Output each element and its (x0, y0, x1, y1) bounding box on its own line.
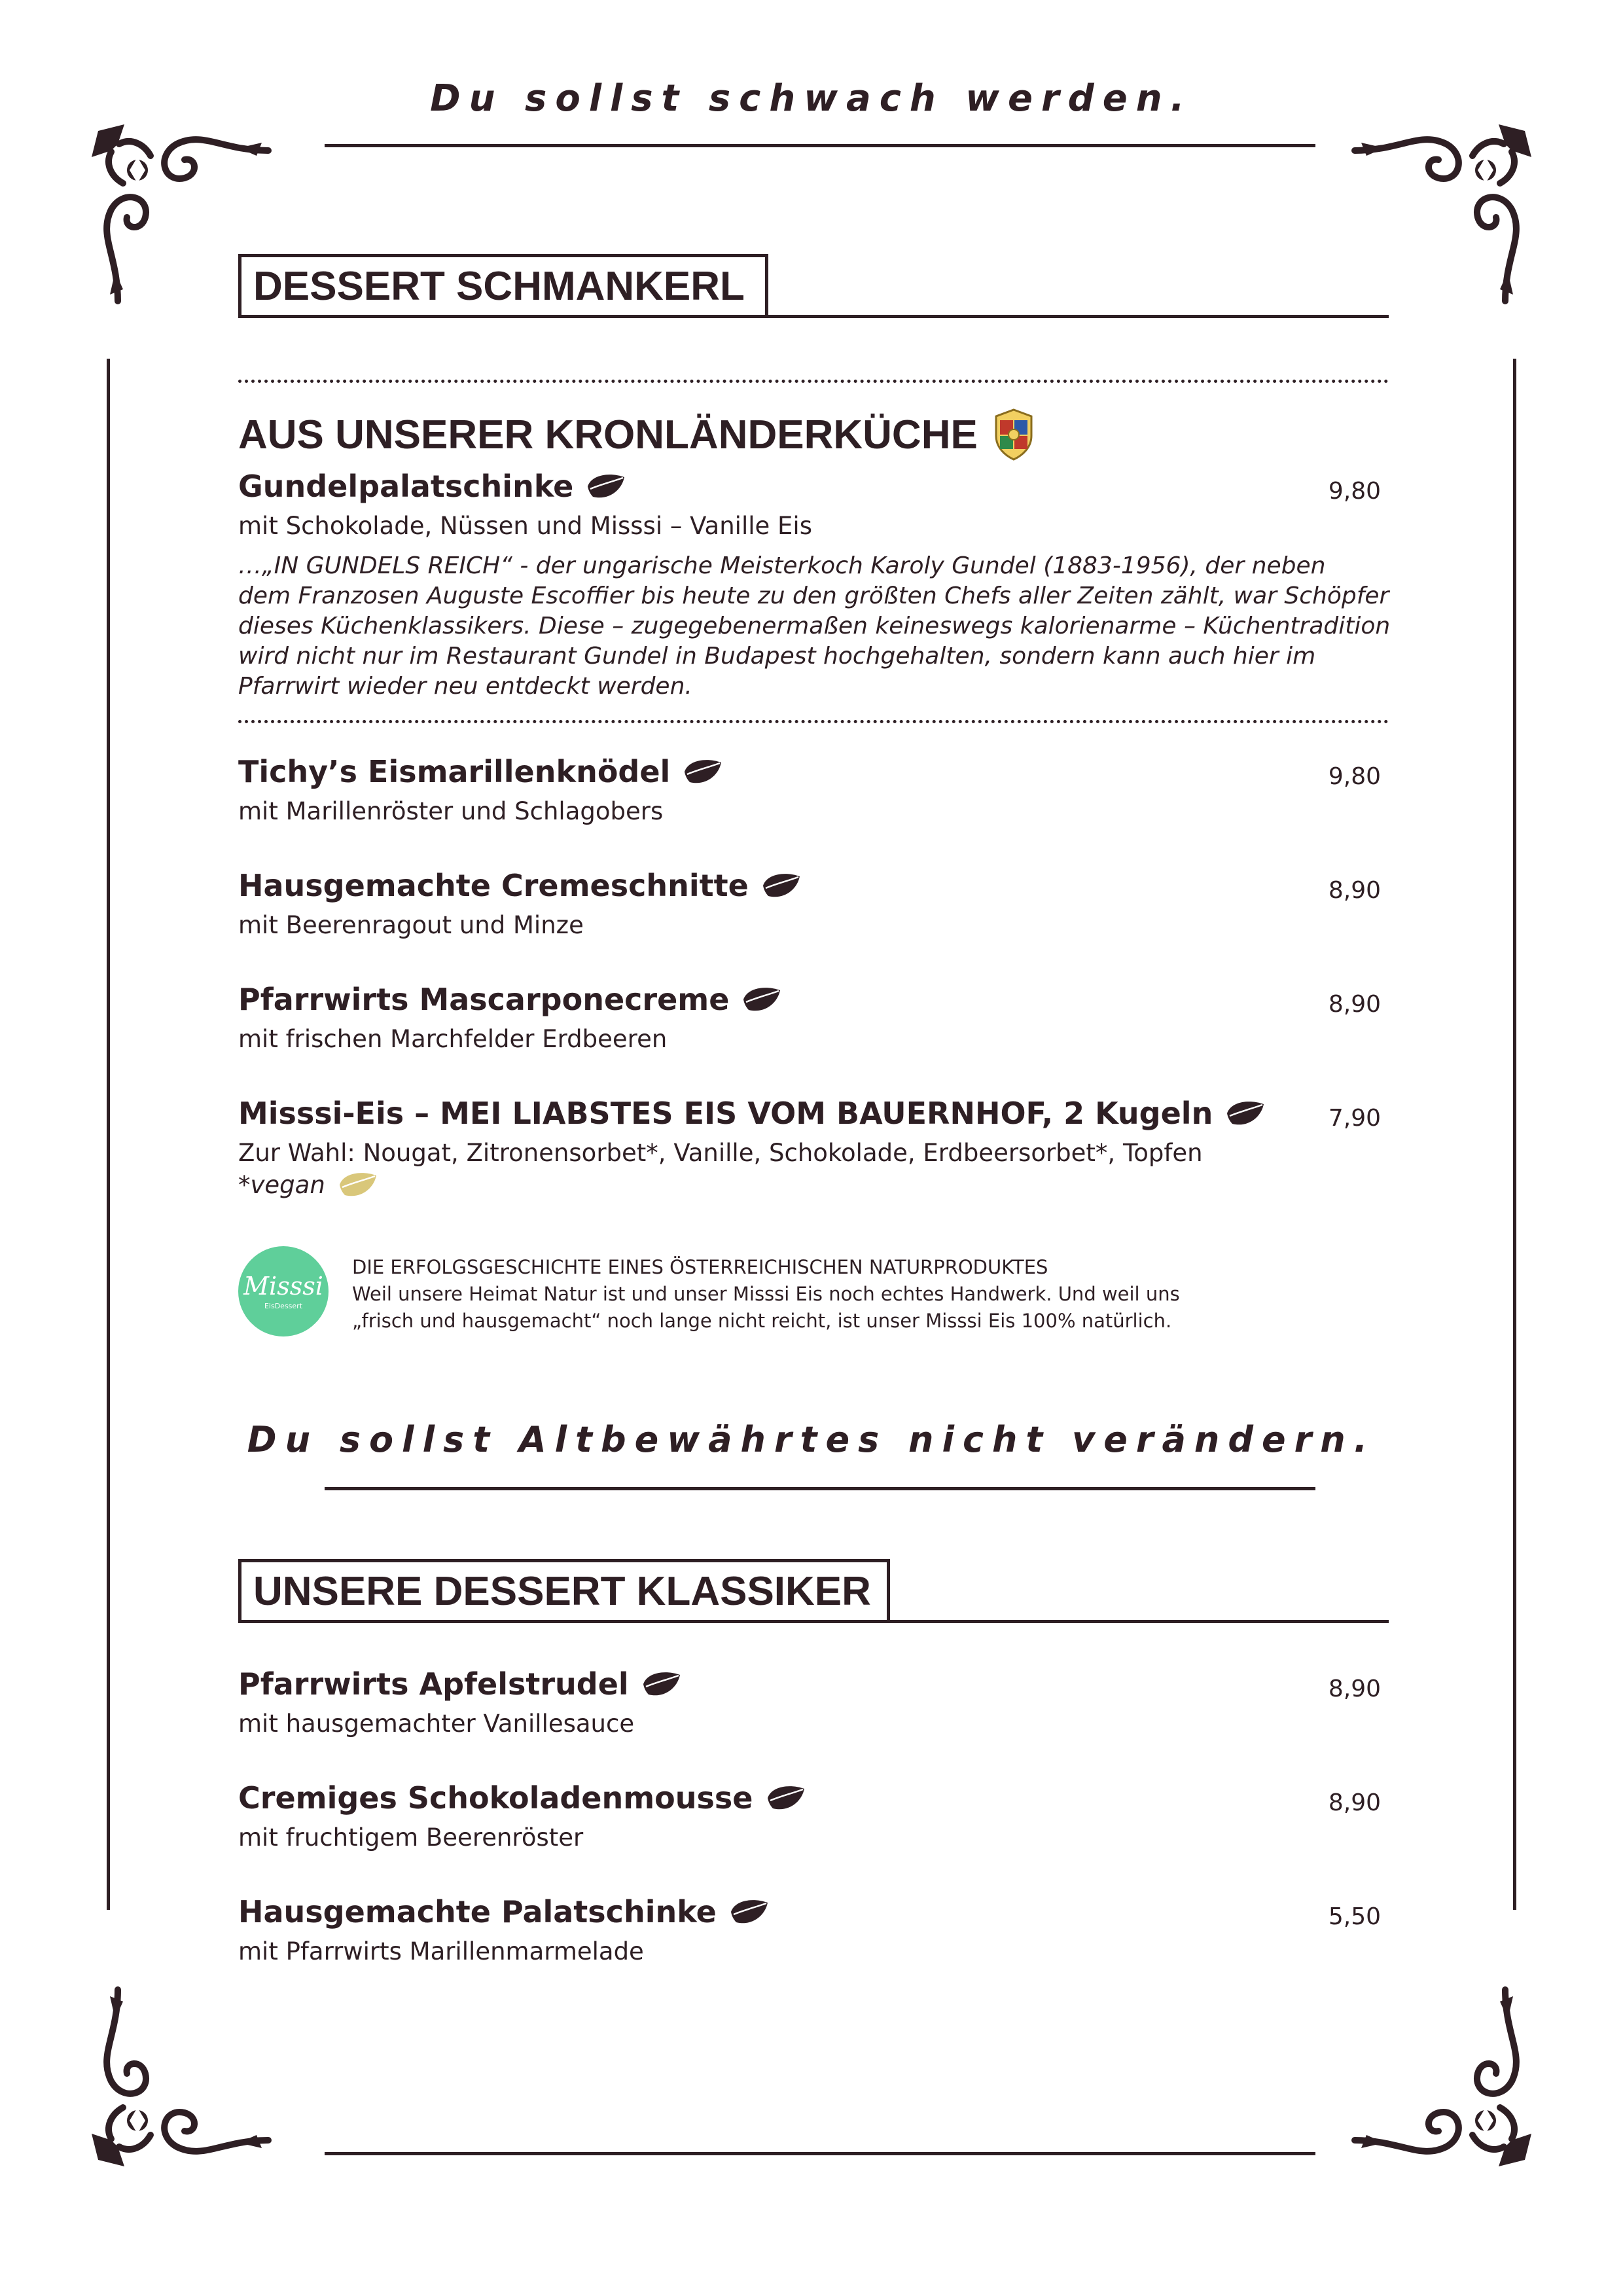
menu-item-name: Gundelpalatschinke (238, 469, 574, 504)
misssi-info-text (352, 1254, 1268, 1335)
misssi-logo-sub: EisDessert (264, 1301, 303, 1310)
header-motto: Du sollst schwach werden. (430, 77, 1193, 120)
menu-item-name: Pfarrwirts Apfelstrudel (238, 1666, 629, 1702)
leaf-icon (641, 1668, 683, 1700)
misssi-logo-brand: Misssi (243, 1271, 323, 1300)
menu-item-title (238, 868, 802, 903)
frame-left-line (107, 359, 110, 1910)
section-title-text: DESSERT SCHMANKERL (253, 263, 745, 309)
menu-item-title (238, 982, 783, 1017)
menu-item-description: mit Pfarrwirts Marillenmarmelade (238, 1937, 644, 1965)
menu-item-title (238, 1894, 770, 1929)
menu-item-title (238, 1096, 1266, 1131)
menu-item-price: 9,80 (1328, 478, 1381, 505)
section-rule (766, 315, 1389, 318)
menu-item-price: 9,80 (1328, 763, 1381, 790)
coat-of-arms-icon (991, 407, 1037, 462)
menu-item-title (238, 469, 627, 504)
menu-item-name: Hausgemachte Palatschinke (238, 1894, 717, 1929)
vegan-note-text: *vegan (238, 1170, 325, 1199)
menu-item-name: Cremiges Schokoladenmousse (238, 1780, 753, 1816)
misssi-logo (238, 1246, 329, 1336)
footer-rule (325, 2152, 1315, 2155)
dotted-divider (238, 380, 1389, 383)
leaf-icon (728, 1896, 770, 1928)
menu-item-price: 8,90 (1328, 991, 1381, 1018)
ornament-corner-icon (72, 1977, 281, 2186)
leaf-icon (682, 756, 724, 787)
leaf-icon (741, 984, 783, 1015)
menu-item-description: Zur Wahl: Nougat, Zitronensorbet*, Vanille, Schokolade, Erdbeersorbet*, Topfen (238, 1139, 1203, 1167)
kronlaender-heading (238, 407, 1037, 462)
menu-item-price: 5,50 (1328, 1903, 1381, 1930)
misssi-info-line: Weil unsere Heimat Natur ist und unser Misssi Eis noch echtes Handwerk. Und weil uns (352, 1283, 1180, 1305)
middle-motto-rule (325, 1487, 1315, 1490)
story-line: dieses Küchenklassikers. Diese – zugegebenermaßen keineswegs kalorienarme – Küchentradition (238, 613, 1391, 639)
leaf-icon (760, 870, 802, 901)
story-line: …„IN GUNDELS REICH“ - der ungarische Meisterkoch Karoly Gundel (1883-1956), der neben (238, 552, 1326, 579)
dotted-divider (238, 720, 1389, 723)
section-title-dessert-klassiker (238, 1559, 890, 1623)
menu-item-name: Pfarrwirts Mascarponecreme (238, 982, 730, 1017)
misssi-info-line: „frisch und hausgemacht“ noch lange nicht reicht, ist unser Misssi Eis 100% natürlich. (352, 1310, 1172, 1332)
menu-item-name: Tichy’s Eismarillenknödel (238, 754, 671, 789)
section-title-text: UNSERE DESSERT KLASSIKER (253, 1568, 871, 1614)
section-rule (887, 1620, 1389, 1623)
menu-item-description: mit fruchtigem Beerenröster (238, 1823, 584, 1852)
header-motto-rule (325, 144, 1315, 147)
leaf-icon (765, 1782, 807, 1814)
story-line: wird nicht nur im Restaurant Gundel in Budapest hochgehalten, sondern kann auch hier im (238, 643, 1316, 670)
ornament-corner-icon (1342, 105, 1551, 314)
menu-item-description: mit hausgemachter Vanillesauce (238, 1710, 635, 1738)
menu-item-title (238, 1780, 807, 1816)
menu-item-price: 8,90 (1328, 877, 1381, 904)
menu-item-title (238, 1666, 683, 1702)
middle-motto: Du sollst Altbewährtes nicht verändern. (247, 1419, 1376, 1460)
menu-item-price: 8,90 (1328, 1789, 1381, 1816)
story-line: Pfarrwirt wieder neu entdeckt werden. (238, 673, 692, 700)
frame-right-line (1513, 359, 1516, 1910)
menu-item-name: Misssi-Eis – MEI LIABSTES EIS VOM BAUERNHOF, 2 Kugeln (238, 1096, 1213, 1131)
menu-item-description: mit frischen Marchfelder Erdbeeren (238, 1025, 668, 1053)
leaf-icon (585, 471, 627, 502)
vegan-leaf-icon (337, 1169, 379, 1200)
gundel-story (238, 551, 1403, 702)
ornament-corner-icon (1342, 1977, 1551, 2186)
menu-item-description: mit Beerenragout und Minze (238, 911, 584, 939)
menu-item-title (238, 754, 724, 789)
misssi-info-line: DIE ERFOLGSGESCHICHTE EINES ÖSTERREICHISCHEN NATURPRODUKTES (352, 1256, 1048, 1278)
story-line: dem Franzosen Auguste Escoffier bis heute zu den größten Chefs aller Zeiten zählt, war Schöpfer (238, 583, 1389, 609)
menu-item-description: mit Schokolade, Nüssen und Misssi – Vanille Eis (238, 512, 812, 540)
section-title-dessert-schmankerl (238, 254, 768, 318)
vegan-note (238, 1169, 379, 1200)
menu-item-price: 8,90 (1328, 1676, 1381, 1702)
menu-item-description: mit Marillenröster und Schlagobers (238, 797, 664, 825)
kronlaender-heading-text: AUS UNSERER KRONLÄNDERKÜCHE (238, 412, 978, 457)
menu-item-name: Hausgemachte Cremeschnitte (238, 868, 749, 903)
menu-item-price: 7,90 (1328, 1105, 1381, 1132)
